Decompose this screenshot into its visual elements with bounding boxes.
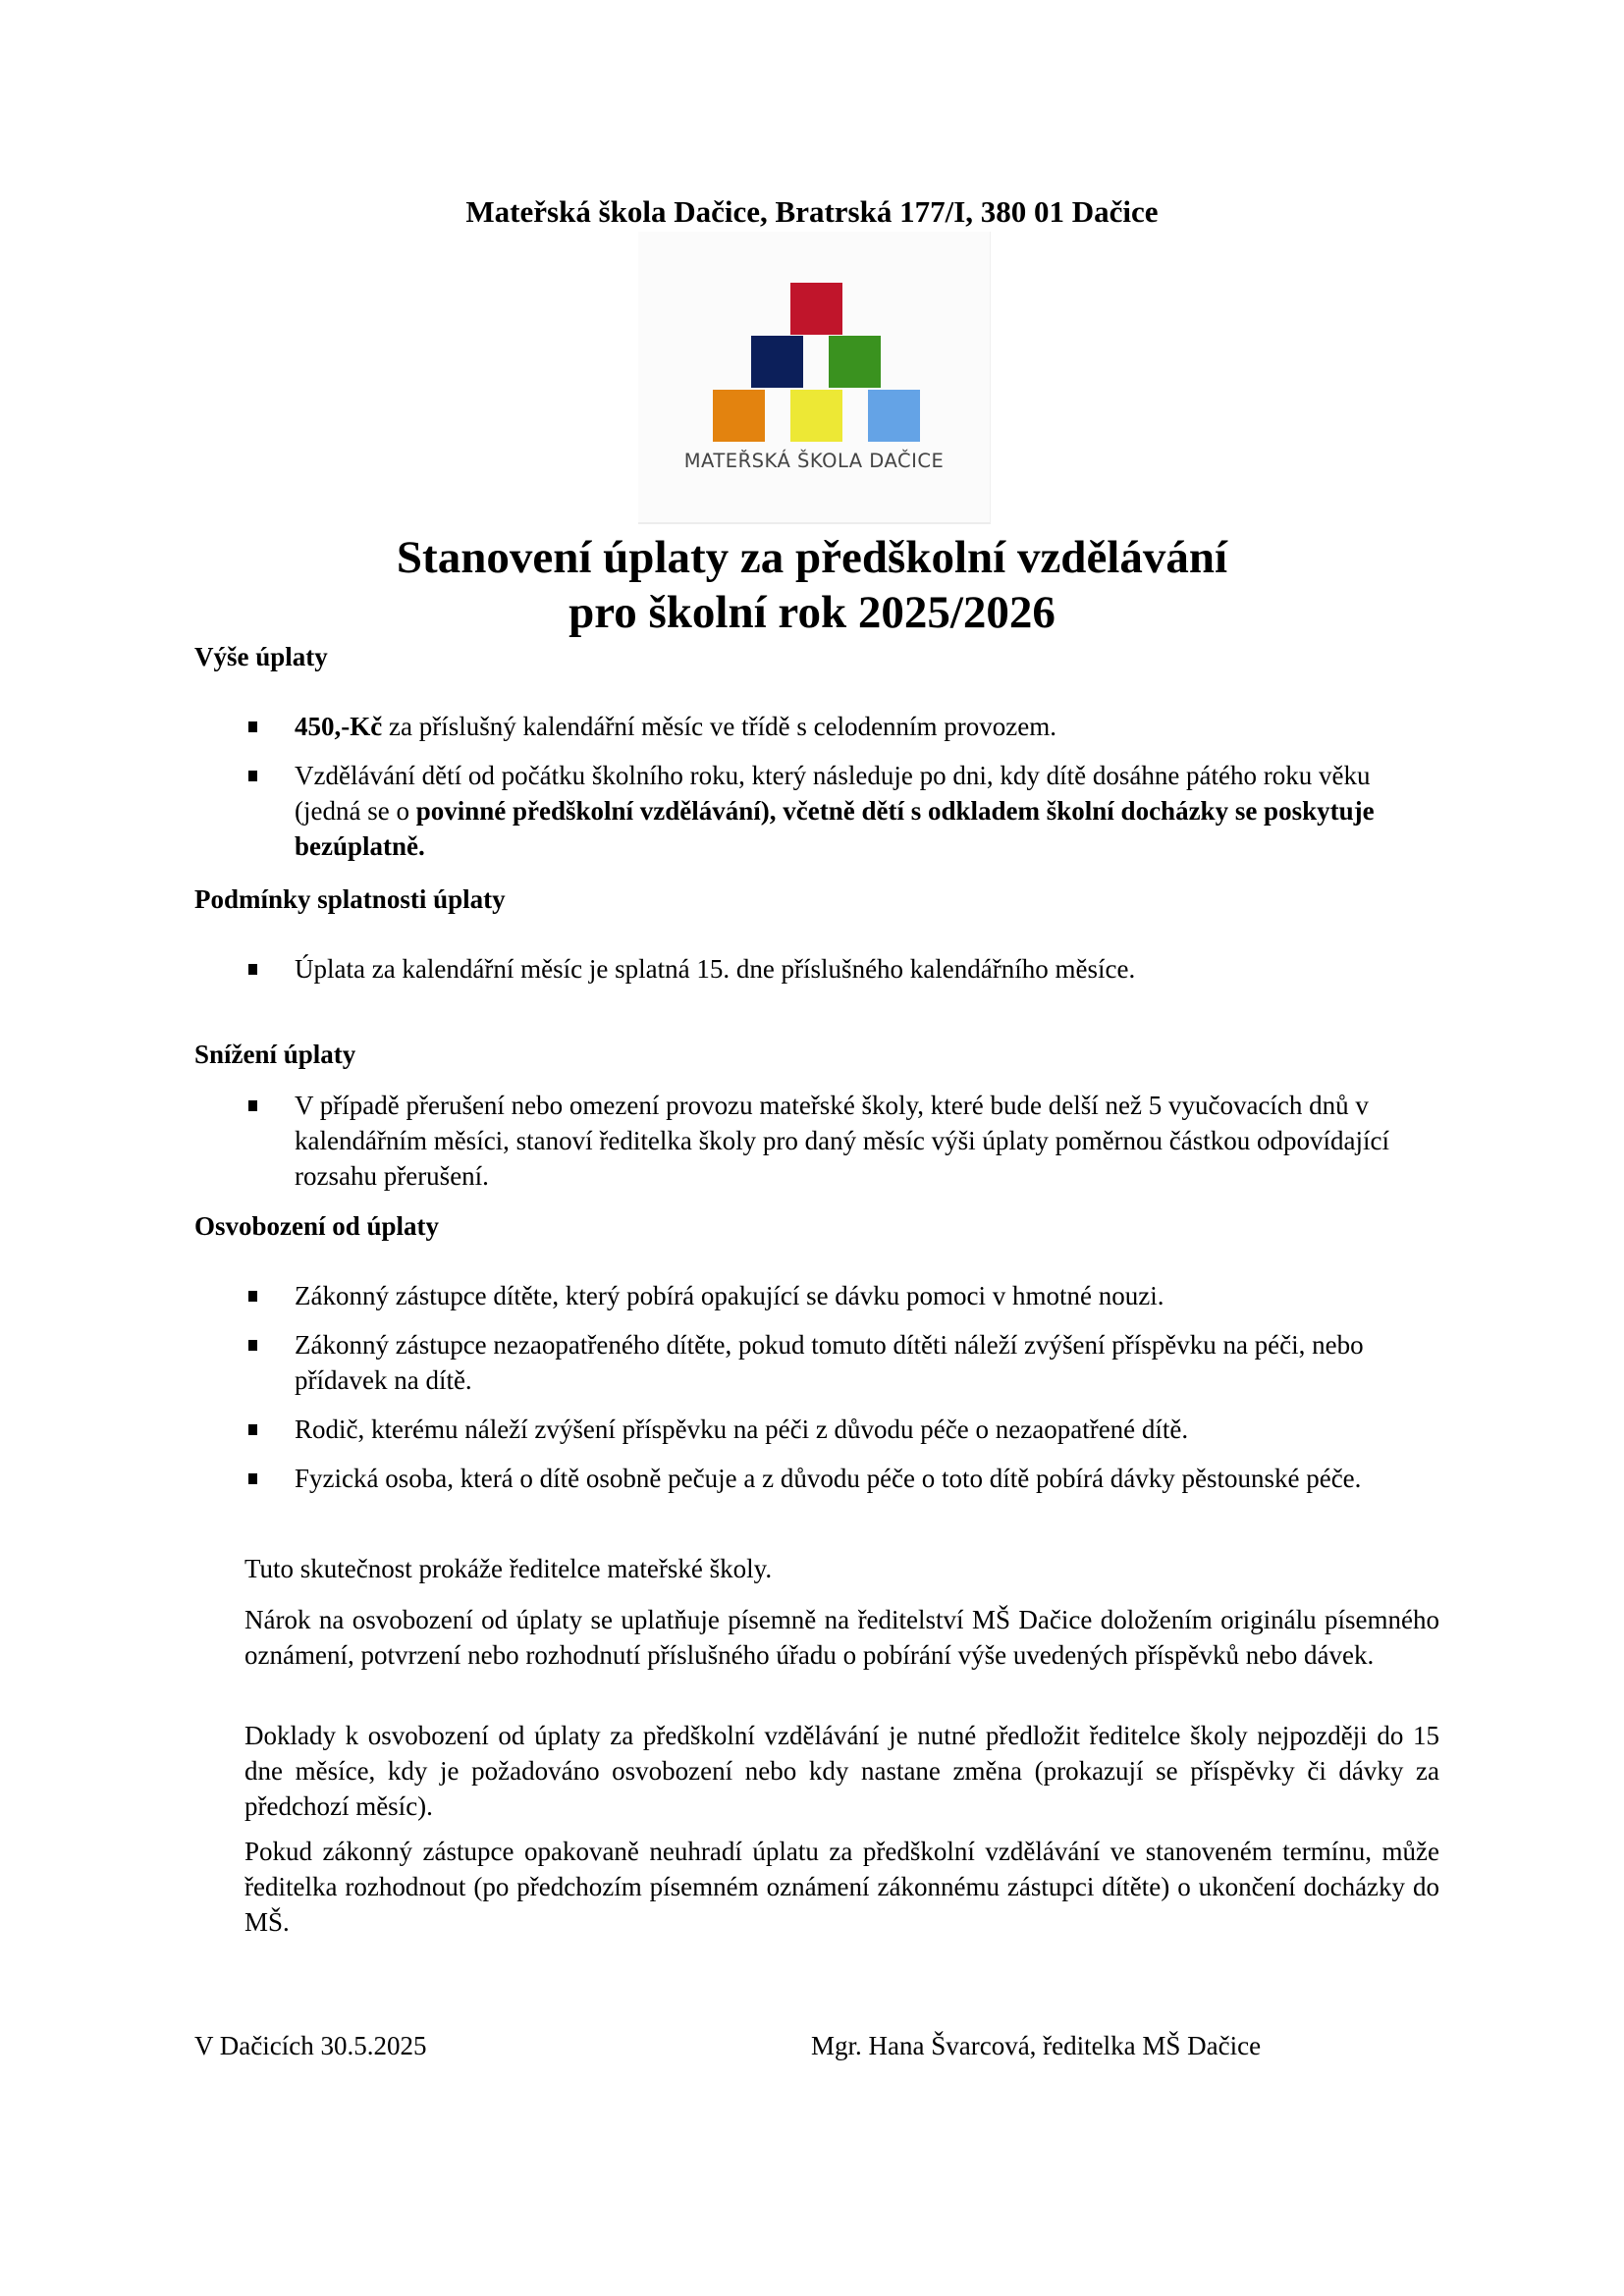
free-education-bold: povinné předškolní vzdělávání), včetně dětí s odkladem školní docházky se poskytuje bezúplatně.: [295, 796, 1375, 861]
list-item: [194, 951, 1441, 987]
title-line-1: Stanovení úplaty za předškolní vzdělávání: [396, 532, 1228, 583]
title-line-2: pro školní rok 2025/2026: [568, 587, 1056, 638]
logo-text: MATEŘSKÁ ŠKOLA DAČICE: [683, 450, 945, 472]
list-item-text: Zákonný zástupce nezaopatřeného dítěte, pokud tomuto dítěti náleží zvýšení příspěvku na péči, nebo přídavek na dítě.: [295, 1330, 1364, 1395]
heading-due: Podmínky splatnosti úplaty: [194, 884, 506, 914]
list-item-text: V případě přerušení nebo omezení provozu mateřské školy, které bude delší než 5 vyučovacích dnů v kalendářním měsíci, stanoví ředitelka školy pro daný měsíc výši úplaty poměrnou částkou odpovídající rozsahu přerušení.: [295, 1091, 1390, 1191]
fee-amount: 450,-Kč: [295, 712, 383, 741]
heading-reduction: Snížení úplaty: [194, 1040, 356, 1069]
list-item-text: Zákonný zástupce dítěte, který pobírá opakující se dávku pomoci v hmotné nouzi.: [295, 1281, 1164, 1310]
exemption-list: [194, 1278, 1441, 1496]
school-address-header: Mateřská škola Dačice, Bratrská 177/I, 380 01 Dačice: [465, 194, 1159, 229]
fee-description: za příslušný kalendářní měsíc ve třídě s celodenním provozem.: [382, 712, 1057, 741]
school-logo: [638, 232, 991, 524]
paragraph-nonpayment: Pokud zákonný zástupce opakovaně neuhradí úplatu za předškolní vzdělávání ve stanoveném termínu, může ředitelka rozhodnout (po předchozím písemném oznámení zákonnému zástupci dítěte) o ukončení docházky do MŠ.: [244, 1837, 1439, 1937]
logo-block-navy: [751, 336, 803, 388]
bullet-icon: [248, 1340, 257, 1351]
logo-block-blue: [868, 390, 920, 442]
logo-block-orange: [713, 390, 765, 442]
bullet-icon: [248, 964, 257, 975]
list-item: [194, 1461, 1441, 1496]
list-item-text: Úplata za kalendářní měsíc je splatná 15. dne příslušného kalendářního měsíce.: [295, 954, 1136, 984]
heading-exemption: Osvobození od úplaty: [194, 1211, 440, 1241]
free-education-text: Vzdělávání dětí od počátku školního roku, který následuje po dni, kdy dítě dosáhne pátého roku věku (jedná se o: [295, 761, 1371, 826]
list-item-text: Rodič, kterému náleží zvýšení příspěvku na péči z důvodu péče o nezaopatřené dítě.: [295, 1415, 1189, 1444]
bullet-icon: [248, 1291, 257, 1302]
logo-block-yellow: [790, 390, 842, 442]
bullet-icon: [248, 1424, 257, 1435]
list-item: [194, 709, 1441, 744]
list-item: [194, 1412, 1441, 1447]
reduction-list: [194, 1088, 1402, 1194]
paragraph-proof: Tuto skutečnost prokáže ředitelce mateřské školy.: [244, 1554, 773, 1583]
signature: Mgr. Hana Švarcová, ředitelka MŠ Dačice: [811, 2031, 1262, 2060]
list-item: [194, 1088, 1402, 1194]
bullet-icon: [248, 721, 257, 732]
place-date: V Dačicích 30.5.2025: [194, 2031, 427, 2060]
paragraph-claim: Nárok na osvobození od úplaty se uplatňuje písemně na ředitelství MŠ Dačice doložením originálu písemného oznámení, potvrzení nebo rozhodnutí příslušného úřadu o pobírání výše uvedených příspěvků nebo dávek.: [244, 1605, 1439, 1670]
list-item: [194, 1327, 1441, 1398]
due-list: [194, 951, 1441, 987]
bullet-icon: [248, 1100, 257, 1111]
heading-amount: Výše úplaty: [194, 642, 328, 671]
list-item: [194, 1278, 1441, 1313]
list-item: [194, 758, 1441, 864]
amount-list: [194, 709, 1441, 864]
logo-block-green: [829, 336, 881, 388]
logo-block-red: [790, 283, 842, 335]
list-item-text: Fyzická osoba, která o dítě osobně pečuje a z důvodu péče o toto dítě pobírá dávky pěstounské péče.: [295, 1464, 1362, 1493]
paragraph-documents: Doklady k osvobození od úplaty za předškolní vzdělávání je nutné předložit ředitelce školy nejpozději do 15 dne měsíce, kdy je požadováno osvobození nebo kdy nastane změna (prokazují se příspěvky či dávky za předchozí měsíc).: [244, 1721, 1439, 1821]
bullet-icon: [248, 1473, 257, 1484]
bullet-icon: [248, 771, 257, 781]
page-title: [0, 530, 1624, 640]
